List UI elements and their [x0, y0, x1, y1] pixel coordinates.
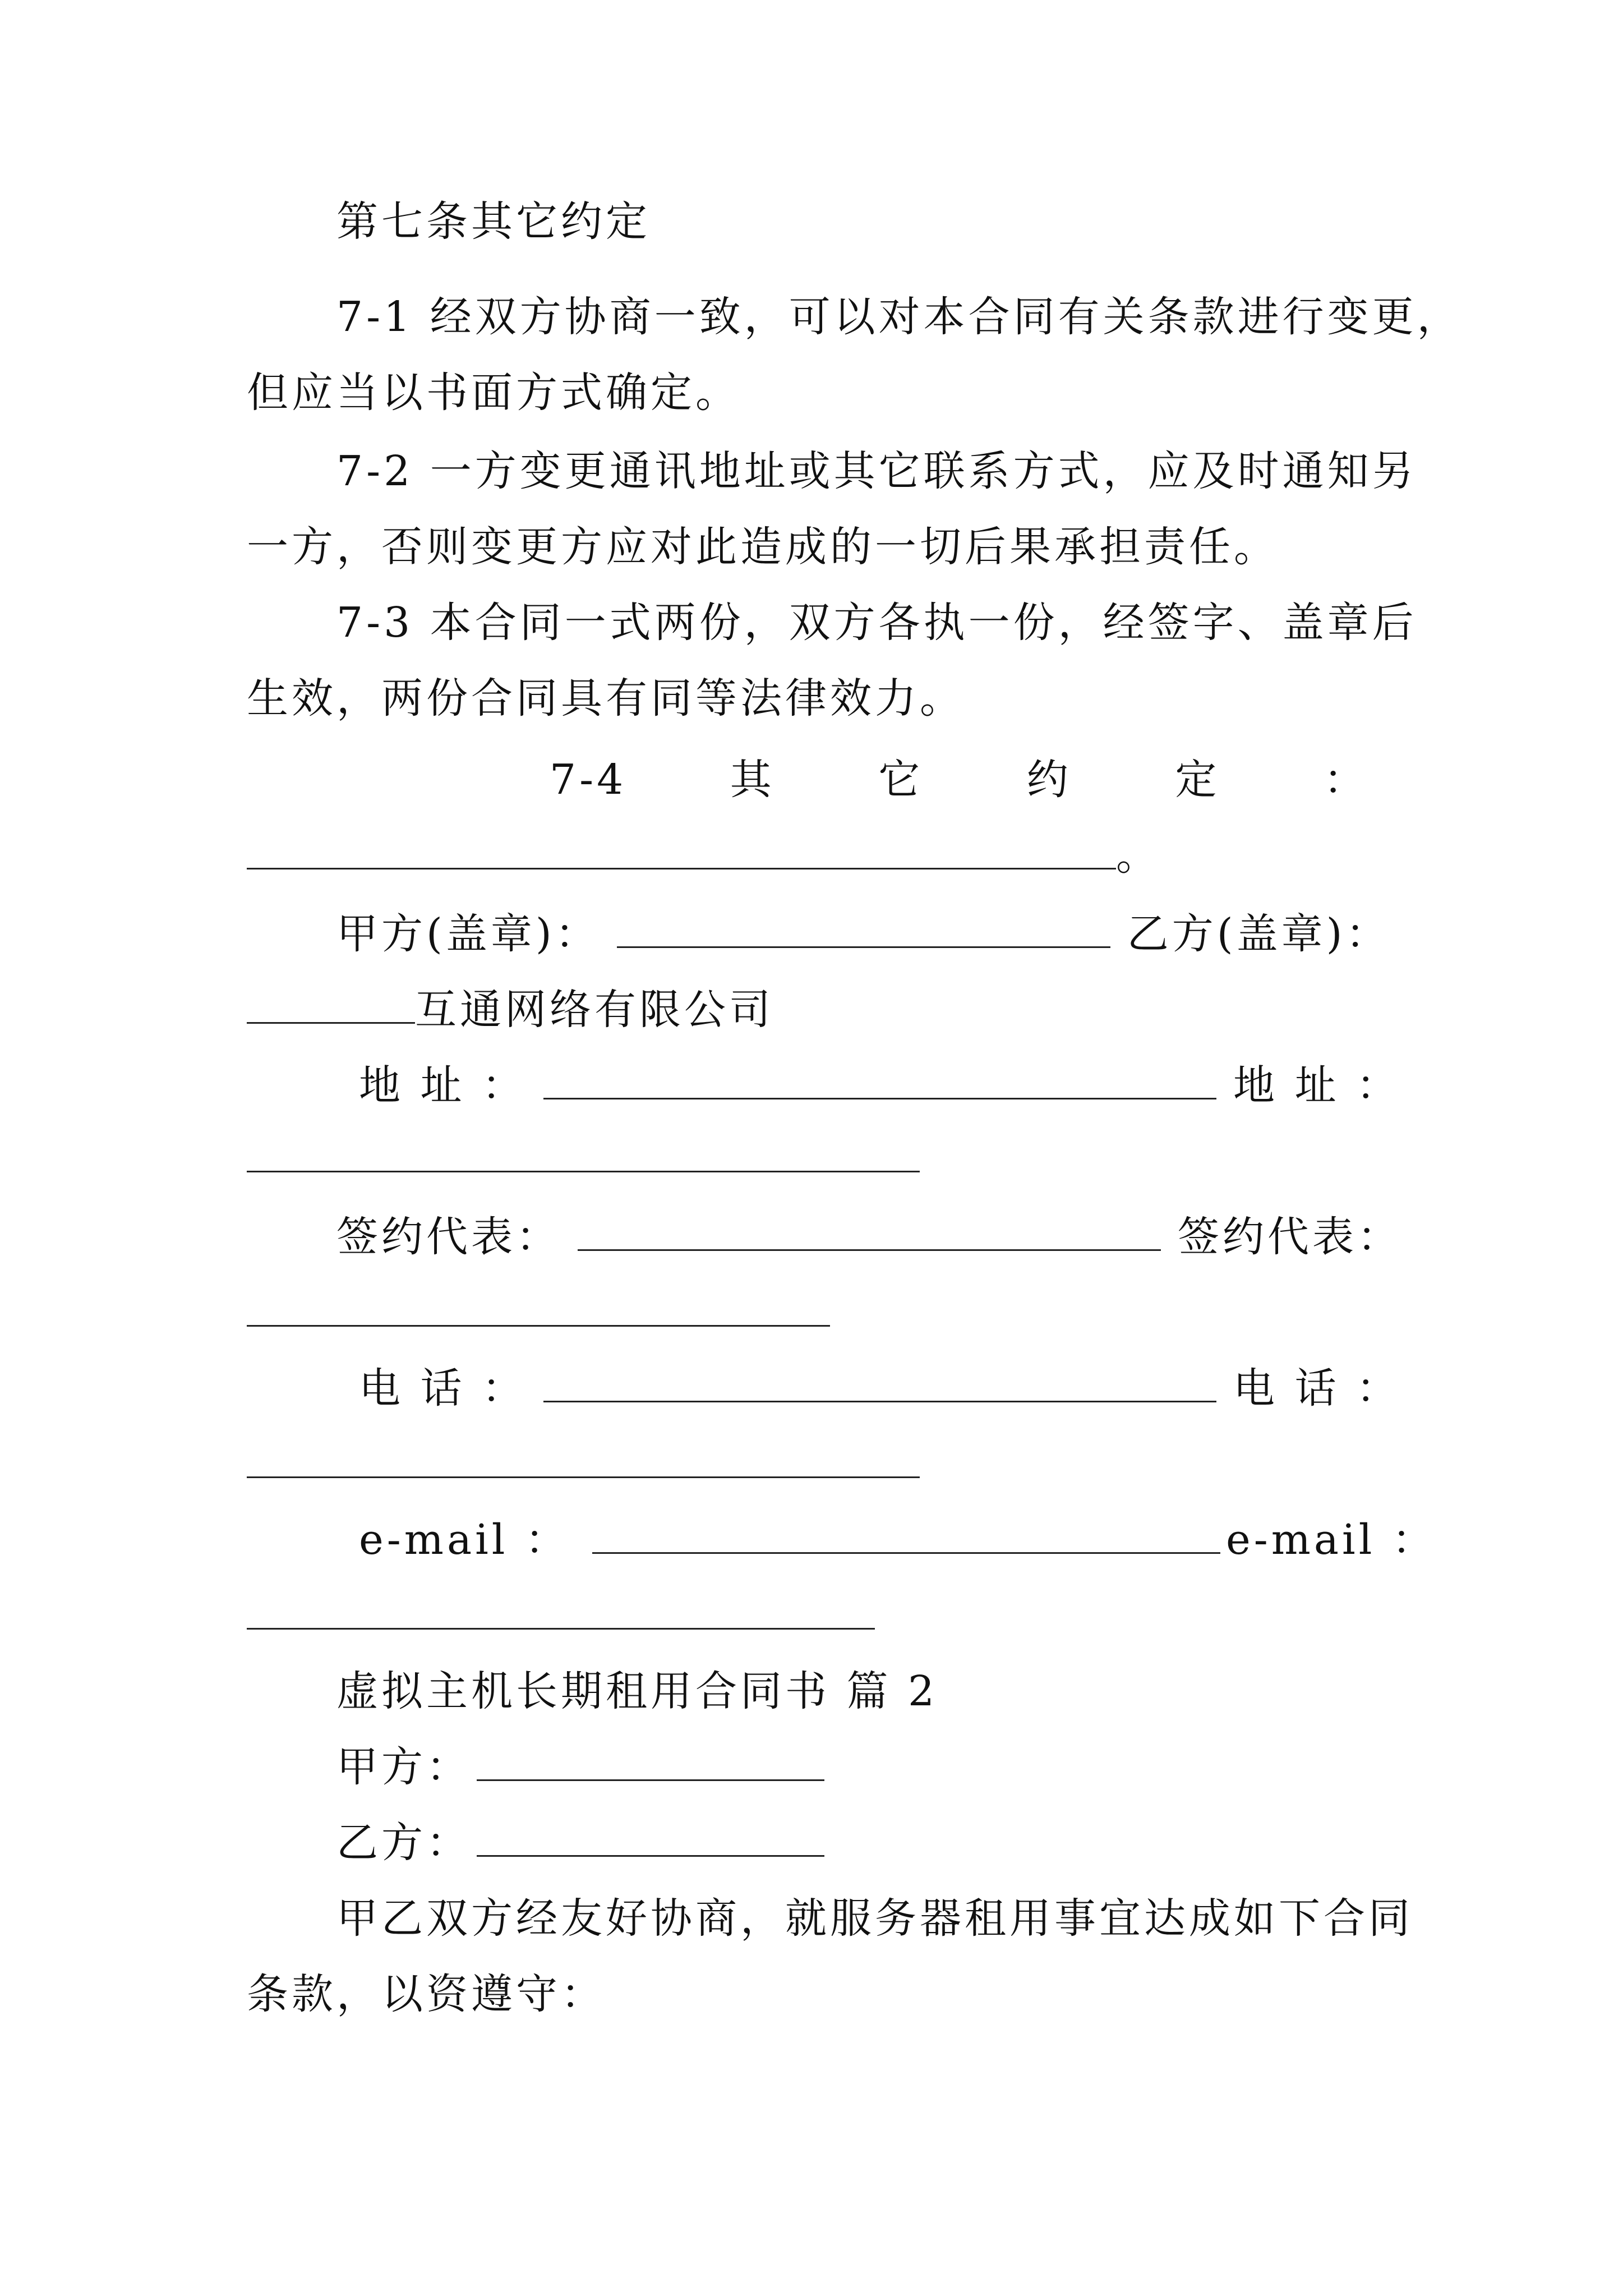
party-a-label: 甲方： [336, 1743, 471, 1791]
phone-blank-a [543, 1366, 1216, 1402]
clause-7-4-heading [550, 752, 1368, 808]
address-label-a: 地 址 ： [359, 1061, 527, 1110]
blank-field [247, 833, 1116, 869]
address-blank-b [247, 1136, 920, 1172]
section-heading: 第七条其它约定 [336, 197, 651, 246]
period: 。 [1116, 831, 1161, 880]
intro-line1: 甲乙双方经友好协商，就服务器租用事宜达成如下合同 [336, 1894, 1413, 1943]
representative-line [336, 1209, 1402, 1265]
phone-label-b: 电 话 ： [1233, 1364, 1401, 1412]
blank-field [247, 987, 415, 1024]
section-2-title: 虚拟主机长期租用合同书 篇 2 [336, 1667, 938, 1715]
rep-label-a: 签约代表： [336, 1213, 561, 1261]
phone-label-a: 电 话 ： [359, 1364, 527, 1412]
party-b-label: 乙方： [336, 1819, 471, 1867]
party-b-line [336, 1815, 824, 1871]
seal-line [336, 906, 1391, 962]
clause-7-3-line2: 生效，两份合同具有同等法律效力。 [247, 674, 965, 723]
party-b-name: 互通网络有限公司 [415, 986, 774, 1034]
party-b-seal-label: 乙方(盖章)： [1127, 910, 1391, 958]
address-label-b: 地 址 ： [1233, 1061, 1401, 1110]
rep-label-b: 签约代表： [1178, 1213, 1402, 1261]
phone-blank-b [247, 1442, 920, 1478]
party-b-name-line [247, 982, 774, 1038]
email-b-line [247, 1588, 875, 1644]
party-a-seal-label: 甲方(盖章)： [336, 910, 600, 958]
clause-7-1-line2: 但应当以书面方式确定。 [247, 369, 740, 417]
address-line [359, 1057, 1401, 1114]
clause-7-3-line1: 7-3 本合同一式两份，双方各执一份，经签字、盖章后 [336, 599, 1417, 647]
clause-7-4-colon: ： [1323, 756, 1368, 804]
clause-7-4-char: 其 [730, 756, 775, 804]
email-blank-b [247, 1593, 875, 1630]
clause-7-1-line1: 7-1 经双方协商一致，可以对本合同有关条款进行变更， [336, 293, 1462, 341]
clause-7-4-char: 约 [1026, 756, 1072, 804]
clause-7-4-char: 定 [1175, 756, 1220, 804]
representative-b-line [247, 1285, 830, 1341]
clause-7-2-line2: 一方，否则变更方应对此造成的一切后果承担责任。 [247, 523, 1279, 571]
intro-line2: 条款，以资遵守： [247, 1970, 606, 2018]
clause-7-4-blank-line [247, 827, 1161, 884]
clause-7-4-char: 它 [878, 756, 924, 804]
party-a-line [336, 1739, 824, 1795]
phone-line [359, 1360, 1401, 1416]
address-b-line [247, 1130, 920, 1186]
party-a-blank [477, 1745, 824, 1781]
email-line [359, 1512, 1437, 1568]
clause-7-4-number: 7-4 [550, 756, 627, 804]
clause-7-2-line1: 7-2 一方变更通讯地址或其它联系方式，应及时通知另 [336, 447, 1417, 495]
rep-blank-b [247, 1290, 830, 1327]
email-label-b: e-mail ： [1225, 1516, 1437, 1564]
phone-b-line [247, 1436, 920, 1492]
party-b-blank [477, 1820, 824, 1857]
address-blank-a [543, 1063, 1216, 1099]
rep-blank-a [578, 1214, 1161, 1251]
email-blank-a [592, 1517, 1220, 1554]
email-label-a: e-mail ： [359, 1516, 570, 1564]
party-a-seal-blank [617, 912, 1110, 948]
